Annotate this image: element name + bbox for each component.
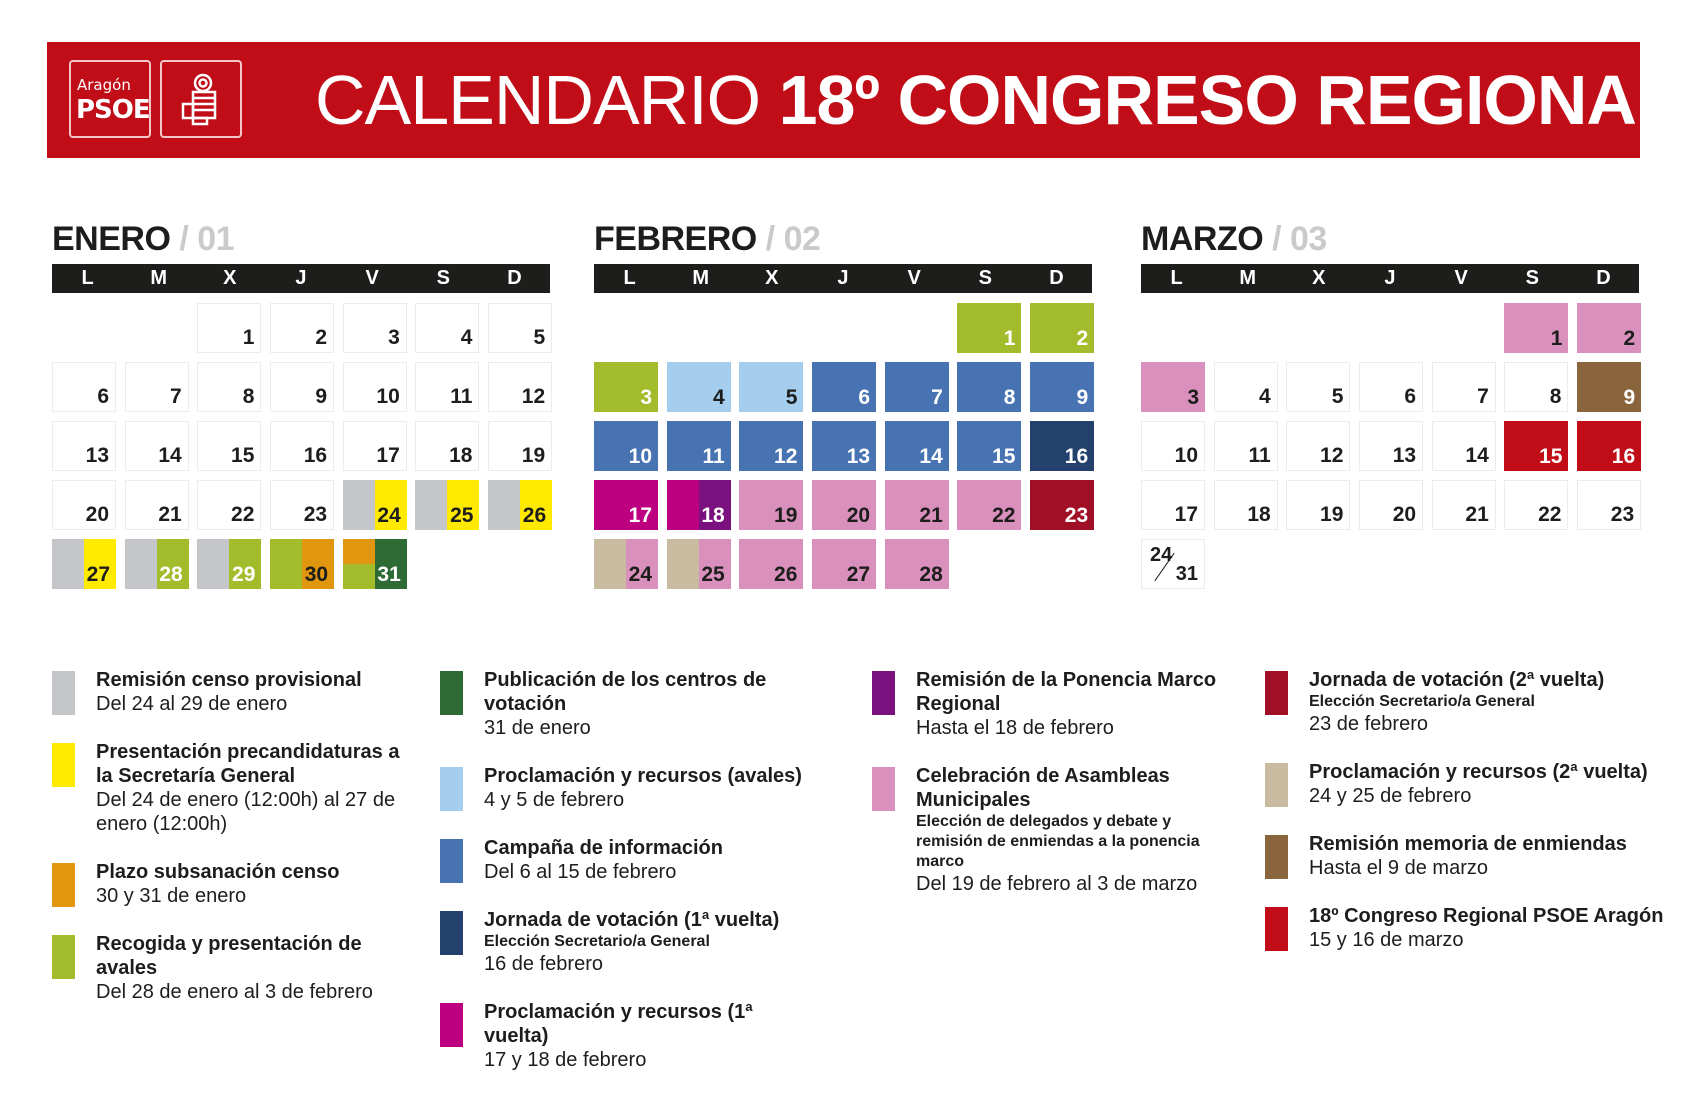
day-number: 26 bbox=[522, 504, 547, 527]
day-number: 22 bbox=[992, 504, 1016, 527]
day-number: 17 bbox=[1174, 503, 1198, 526]
legend-item-memoria bbox=[1265, 832, 1665, 880]
legend-date: 16 de febrero bbox=[484, 953, 603, 975]
day-cell bbox=[812, 362, 876, 412]
legend-title: Proclamación y recursos (1ª vuelta) bbox=[484, 1001, 753, 1047]
empty-cell bbox=[52, 303, 116, 353]
month-title bbox=[594, 214, 1092, 264]
day-cell bbox=[270, 480, 334, 530]
day-cell bbox=[1286, 362, 1350, 412]
legend-item-proclamacion-2 bbox=[1265, 760, 1665, 808]
day-cell bbox=[1432, 362, 1496, 412]
day-cell bbox=[197, 539, 261, 589]
day-cell bbox=[957, 421, 1021, 471]
color-swatch bbox=[52, 743, 75, 787]
day-number: 9 bbox=[1623, 386, 1636, 409]
day-cell bbox=[594, 362, 658, 412]
legend-date: Hasta el 9 de marzo bbox=[1309, 857, 1488, 879]
legend-title: Jornada de votación (2ª vuelta) bbox=[1309, 669, 1605, 691]
day-cell bbox=[197, 421, 261, 471]
day-cell bbox=[1432, 421, 1496, 471]
month-title bbox=[52, 214, 550, 264]
day-cell bbox=[1141, 362, 1205, 412]
day-number: 22 bbox=[1538, 503, 1562, 526]
weekday-label: L bbox=[81, 267, 94, 289]
legend-date: 30 y 31 de enero bbox=[96, 885, 247, 907]
day-cell bbox=[270, 362, 334, 412]
day-number: 1 bbox=[242, 326, 255, 349]
day-cell bbox=[1577, 480, 1641, 530]
legend-column bbox=[440, 668, 820, 1096]
day-number: 5 bbox=[785, 386, 798, 409]
day-cell bbox=[957, 362, 1021, 412]
weekday-label: M bbox=[692, 267, 710, 289]
day-cell bbox=[1030, 480, 1094, 530]
day-number: 16 bbox=[1064, 445, 1089, 468]
day-cell bbox=[197, 480, 261, 530]
month-number: / 03 bbox=[1263, 220, 1327, 258]
legend-item-proclamacion-avales bbox=[440, 764, 820, 812]
day-cell bbox=[415, 362, 479, 412]
day-number: 24 bbox=[1150, 544, 1173, 566]
legend-date: Del 24 al 29 de enero bbox=[96, 693, 288, 715]
day-cell bbox=[667, 362, 731, 412]
day-number: 31 bbox=[1175, 563, 1198, 585]
day-cell bbox=[1141, 539, 1205, 589]
day-cell bbox=[197, 362, 261, 412]
day-cell bbox=[885, 362, 949, 412]
day-cell bbox=[488, 421, 552, 471]
weekday-label: L bbox=[623, 267, 636, 289]
legend-item-asambleas bbox=[872, 764, 1232, 896]
weekday-label: S bbox=[1525, 267, 1539, 289]
day-number: 18 bbox=[449, 444, 473, 467]
day-cell bbox=[1214, 421, 1278, 471]
empty-cell bbox=[1359, 303, 1423, 353]
legend-title: Publicación de los centros de votación bbox=[484, 669, 767, 715]
day-number: 23 bbox=[303, 503, 328, 526]
day-cell bbox=[52, 539, 116, 589]
color-swatch bbox=[1265, 835, 1288, 879]
legend-item-subsanacion bbox=[52, 860, 412, 908]
day-number: 21 bbox=[158, 503, 182, 526]
day-cell bbox=[270, 303, 334, 353]
weekday-label: D bbox=[507, 267, 522, 289]
legend-title: Presentación precandidaturas a la Secretaría General bbox=[96, 741, 400, 787]
color-swatch bbox=[440, 911, 463, 955]
day-number: 25 bbox=[701, 563, 725, 586]
day-cell bbox=[1286, 480, 1350, 530]
day-cell bbox=[812, 421, 876, 471]
weekday-label: D bbox=[1049, 267, 1064, 289]
legend-title: Recogida y presentación de avales bbox=[96, 933, 362, 979]
day-cell bbox=[52, 421, 116, 471]
day-cell bbox=[488, 362, 552, 412]
day-cell bbox=[739, 421, 803, 471]
day-cell bbox=[1030, 362, 1094, 412]
logo-name-text: PSOE bbox=[76, 95, 150, 125]
weekday-label: M bbox=[1239, 267, 1257, 289]
legend-date: Del 28 de enero al 3 de febrero bbox=[96, 981, 373, 1003]
day-number: 8 bbox=[1003, 386, 1016, 409]
empty-cell bbox=[1141, 303, 1205, 353]
day-cell bbox=[1359, 480, 1423, 530]
day-number: 10 bbox=[376, 385, 400, 408]
legend-title: Plazo subsanación censo bbox=[96, 861, 340, 883]
day-number: 15 bbox=[1539, 445, 1563, 468]
legend-date: 4 y 5 de febrero bbox=[484, 789, 625, 811]
empty-cell bbox=[594, 303, 658, 353]
legend-item-proclamacion-1 bbox=[440, 1000, 820, 1072]
legend-date: 31 de enero bbox=[484, 717, 591, 739]
day-cell bbox=[343, 480, 407, 530]
day-number: 10 bbox=[1174, 444, 1198, 467]
logo-region-text: Aragón bbox=[77, 76, 131, 94]
day-cell bbox=[1286, 421, 1350, 471]
weekday-label: V bbox=[1454, 267, 1468, 289]
day-cell bbox=[1577, 303, 1641, 353]
day-number: 8 bbox=[1549, 385, 1562, 408]
weekday-label: V bbox=[907, 267, 921, 289]
empty-cell bbox=[667, 303, 731, 353]
day-cell bbox=[125, 421, 189, 471]
weekday-label: J bbox=[1384, 267, 1396, 289]
color-swatch bbox=[872, 767, 895, 811]
color-swatch bbox=[52, 863, 75, 907]
day-number: 1 bbox=[1550, 327, 1563, 350]
color-swatch bbox=[1265, 671, 1288, 715]
month-marzo bbox=[1141, 214, 1639, 585]
day-cell bbox=[415, 421, 479, 471]
month-number: / 02 bbox=[756, 220, 821, 258]
month-title bbox=[1141, 214, 1639, 264]
month-febrero bbox=[594, 214, 1092, 586]
legend-column bbox=[872, 668, 1232, 920]
legend-title: Celebración de Asambleas Municipales bbox=[916, 765, 1170, 811]
day-number: 30 bbox=[304, 563, 329, 586]
color-swatch bbox=[52, 935, 75, 979]
day-number: 24 bbox=[377, 504, 401, 527]
day-number: 7 bbox=[931, 386, 943, 409]
legend-item-ponencia bbox=[872, 668, 1232, 740]
day-cell bbox=[957, 480, 1021, 530]
empty-cell bbox=[885, 303, 949, 353]
color-swatch bbox=[440, 767, 463, 811]
day-cell bbox=[1504, 362, 1568, 412]
day-cell bbox=[125, 362, 189, 412]
legend-title: Proclamación y recursos (2ª vuelta) bbox=[1309, 761, 1648, 783]
legend-subtitle: Elección Secretario/a General bbox=[484, 933, 710, 950]
weekday-label: V bbox=[365, 267, 379, 289]
day-number: 15 bbox=[231, 444, 255, 467]
day-cell bbox=[343, 303, 407, 353]
day-cell bbox=[957, 303, 1021, 353]
empty-cell bbox=[739, 303, 803, 353]
day-number: 6 bbox=[858, 386, 871, 409]
day-cell bbox=[270, 539, 334, 589]
weekday-label: D bbox=[1596, 267, 1611, 289]
day-number: 16 bbox=[1611, 445, 1636, 468]
weekday-label: X bbox=[765, 267, 779, 289]
day-cell bbox=[667, 480, 731, 530]
day-number: 20 bbox=[85, 503, 109, 526]
day-number: 5 bbox=[1331, 385, 1344, 408]
weekday-label: X bbox=[223, 267, 237, 289]
day-cell bbox=[594, 421, 658, 471]
day-number: 6 bbox=[1404, 385, 1417, 408]
day-cell bbox=[1504, 303, 1568, 353]
day-cell bbox=[594, 539, 658, 589]
day-cell bbox=[197, 303, 261, 353]
day-cell bbox=[1030, 421, 1094, 471]
day-cell bbox=[1214, 480, 1278, 530]
day-cell bbox=[415, 303, 479, 353]
color-swatch bbox=[440, 671, 463, 715]
day-number: 22 bbox=[231, 503, 255, 526]
weekday-label: J bbox=[837, 267, 849, 289]
day-cell bbox=[52, 480, 116, 530]
day-number: 14 bbox=[158, 444, 182, 467]
day-number: 14 bbox=[1465, 444, 1489, 467]
day-number: 8 bbox=[242, 385, 255, 408]
day-cell bbox=[343, 362, 407, 412]
day-cell bbox=[343, 539, 407, 589]
day-cell bbox=[594, 480, 658, 530]
fist-rose-icon bbox=[160, 60, 242, 138]
day-cell bbox=[488, 480, 552, 530]
legend-item-avales bbox=[52, 932, 412, 1004]
day-cell bbox=[739, 480, 803, 530]
day-number: 13 bbox=[1392, 444, 1417, 467]
day-number: 6 bbox=[97, 385, 109, 408]
day-number: 14 bbox=[919, 445, 943, 468]
legend-title: Remisión censo provisional bbox=[96, 669, 362, 691]
day-number: 21 bbox=[919, 504, 943, 527]
weekday-header bbox=[1141, 264, 1639, 293]
day-number: 19 bbox=[774, 504, 798, 527]
color-swatch bbox=[440, 1003, 463, 1047]
day-number: 3 bbox=[640, 386, 652, 409]
day-grid bbox=[1141, 303, 1639, 589]
day-number: 1 bbox=[1003, 327, 1016, 350]
day-number: 18 bbox=[701, 504, 725, 527]
legend-item-precandidaturas bbox=[52, 740, 412, 836]
day-number: 3 bbox=[1187, 386, 1199, 409]
day-number: 20 bbox=[846, 504, 871, 527]
legend-date: 15 y 16 de marzo bbox=[1309, 929, 1464, 951]
day-cell bbox=[885, 480, 949, 530]
day-cell bbox=[1359, 421, 1423, 471]
weekday-label: L bbox=[1170, 267, 1183, 289]
legend-title: Proclamación y recursos (avales) bbox=[484, 765, 802, 787]
day-number: 19 bbox=[521, 444, 546, 467]
weekday-label: X bbox=[1312, 267, 1326, 289]
day-number: 12 bbox=[1320, 444, 1344, 467]
legend-subtitle: Elección Secretario/a General bbox=[1309, 693, 1535, 710]
day-number: 28 bbox=[159, 563, 183, 586]
legend-item-votacion-2 bbox=[1265, 668, 1665, 736]
day-number: 13 bbox=[846, 445, 871, 468]
month-name: ENERO bbox=[52, 220, 171, 258]
legend-column bbox=[52, 668, 412, 1028]
day-number: 23 bbox=[1064, 504, 1089, 527]
month-enero bbox=[52, 214, 550, 586]
day-cell bbox=[415, 480, 479, 530]
day-cell bbox=[125, 539, 189, 589]
day-cell bbox=[812, 480, 876, 530]
day-number: 2 bbox=[1076, 327, 1089, 350]
color-swatch bbox=[1265, 907, 1288, 951]
day-number: 2 bbox=[315, 326, 328, 349]
legend-item-censo-provisional bbox=[52, 668, 412, 716]
day-cell bbox=[885, 421, 949, 471]
day-number: 21 bbox=[1465, 503, 1489, 526]
day-number: 15 bbox=[992, 445, 1016, 468]
day-cell bbox=[1141, 421, 1205, 471]
day-number: 12 bbox=[774, 445, 798, 468]
day-cell bbox=[270, 421, 334, 471]
day-number: 26 bbox=[774, 563, 798, 586]
month-number: / 01 bbox=[170, 220, 235, 258]
legend-date: Del 24 de enero (12:00h) al 27 de enero (12:00h) bbox=[96, 789, 396, 835]
legend-title: Remisión de la Ponencia Marco Regional bbox=[916, 669, 1217, 715]
legend-date: 23 de febrero bbox=[1309, 713, 1428, 735]
day-cell bbox=[667, 421, 731, 471]
day-number: 7 bbox=[1477, 385, 1489, 408]
day-number: 28 bbox=[919, 563, 943, 586]
weekday-label: J bbox=[295, 267, 307, 289]
day-number: 17 bbox=[376, 444, 400, 467]
color-swatch bbox=[52, 671, 75, 715]
day-cell bbox=[885, 539, 949, 589]
weekday-label: S bbox=[978, 267, 992, 289]
day-number: 24 bbox=[628, 563, 652, 586]
legend-title: Jornada de votación (1ª vuelta) bbox=[484, 909, 780, 931]
day-number: 12 bbox=[521, 385, 546, 408]
legend-item-campana bbox=[440, 836, 820, 884]
empty-cell bbox=[125, 303, 189, 353]
day-number: 31 bbox=[377, 563, 401, 586]
day-cell bbox=[1504, 421, 1568, 471]
day-number: 11 bbox=[702, 445, 725, 468]
day-number: 27 bbox=[846, 563, 871, 586]
legend-date: 17 y 18 de febrero bbox=[484, 1049, 647, 1071]
legend-title: Campaña de información bbox=[484, 837, 723, 859]
day-number: 13 bbox=[85, 444, 109, 467]
header-banner bbox=[47, 42, 1678, 158]
legend-date: 24 y 25 de febrero bbox=[1309, 785, 1472, 807]
day-cell bbox=[739, 362, 803, 412]
weekday-header bbox=[52, 264, 550, 293]
day-grid bbox=[52, 303, 550, 589]
day-number: 16 bbox=[303, 444, 328, 467]
legend-column bbox=[1265, 668, 1665, 976]
month-name: FEBRERO bbox=[594, 220, 757, 258]
legend-item-centros-votacion bbox=[440, 668, 820, 740]
day-number: 17 bbox=[628, 504, 652, 527]
weekday-label: M bbox=[150, 267, 168, 289]
title-light: CALENDARIO bbox=[315, 61, 779, 139]
color-swatch bbox=[872, 671, 895, 715]
legend-item-votacion-1 bbox=[440, 908, 820, 976]
day-cell bbox=[52, 362, 116, 412]
empty-cell bbox=[812, 303, 876, 353]
day-cell bbox=[812, 539, 876, 589]
day-cell bbox=[1577, 421, 1641, 471]
day-cell bbox=[488, 303, 552, 353]
day-number: 4 bbox=[460, 326, 473, 349]
legend-title: Remisión memoria de enmiendas bbox=[1309, 833, 1627, 855]
day-number: 9 bbox=[315, 385, 328, 408]
day-number: 18 bbox=[1247, 503, 1271, 526]
empty-cell bbox=[1286, 303, 1350, 353]
day-number: 7 bbox=[170, 385, 182, 408]
day-cell bbox=[667, 539, 731, 589]
day-cell bbox=[125, 480, 189, 530]
day-number: 23 bbox=[1610, 503, 1635, 526]
day-cell bbox=[1141, 480, 1205, 530]
day-number: 10 bbox=[628, 445, 652, 468]
day-number: 4 bbox=[713, 386, 725, 409]
day-cell bbox=[1214, 362, 1278, 412]
psoe-aragon-logo bbox=[69, 60, 151, 138]
day-number: 11 bbox=[450, 385, 473, 408]
day-number: 9 bbox=[1076, 386, 1089, 409]
day-cell bbox=[1030, 303, 1094, 353]
legend-title: 18º Congreso Regional PSOE Aragón bbox=[1309, 905, 1664, 927]
day-cell bbox=[1432, 480, 1496, 530]
day-number: 27 bbox=[86, 563, 110, 586]
day-cell bbox=[1359, 362, 1423, 412]
color-swatch bbox=[1265, 763, 1288, 807]
day-number: 2 bbox=[1623, 327, 1636, 350]
day-number: 3 bbox=[388, 326, 400, 349]
page-title bbox=[315, 58, 1678, 142]
day-number: 11 bbox=[1248, 444, 1271, 467]
month-name: MARZO bbox=[1141, 220, 1264, 258]
legend-date: Del 19 de febrero al 3 de marzo bbox=[916, 873, 1198, 895]
empty-cell bbox=[1432, 303, 1496, 353]
day-grid bbox=[594, 303, 1092, 589]
empty-cell bbox=[1214, 303, 1278, 353]
day-cell bbox=[343, 421, 407, 471]
day-number: 4 bbox=[1259, 385, 1271, 408]
weekday-label: S bbox=[436, 267, 450, 289]
day-number: 19 bbox=[1320, 503, 1344, 526]
day-number: 20 bbox=[1392, 503, 1417, 526]
color-swatch bbox=[440, 839, 463, 883]
day-cell bbox=[1504, 480, 1568, 530]
day-number: 25 bbox=[450, 504, 474, 527]
day-number: 29 bbox=[232, 563, 256, 586]
legend-subtitle: Elección de delegados y debate y remisión de enmiendas a la ponencia marco bbox=[916, 813, 1200, 870]
day-cell bbox=[739, 539, 803, 589]
legend-date: Hasta el 18 de febrero bbox=[916, 717, 1114, 739]
legend-item-congreso bbox=[1265, 904, 1665, 952]
title-bold: 18º CONGRESO REGIONAL bbox=[778, 61, 1678, 139]
day-number: 5 bbox=[533, 326, 546, 349]
legend-date: Del 6 al 15 de febrero bbox=[484, 861, 677, 883]
weekday-header bbox=[594, 264, 1092, 293]
day-cell bbox=[1577, 362, 1641, 412]
